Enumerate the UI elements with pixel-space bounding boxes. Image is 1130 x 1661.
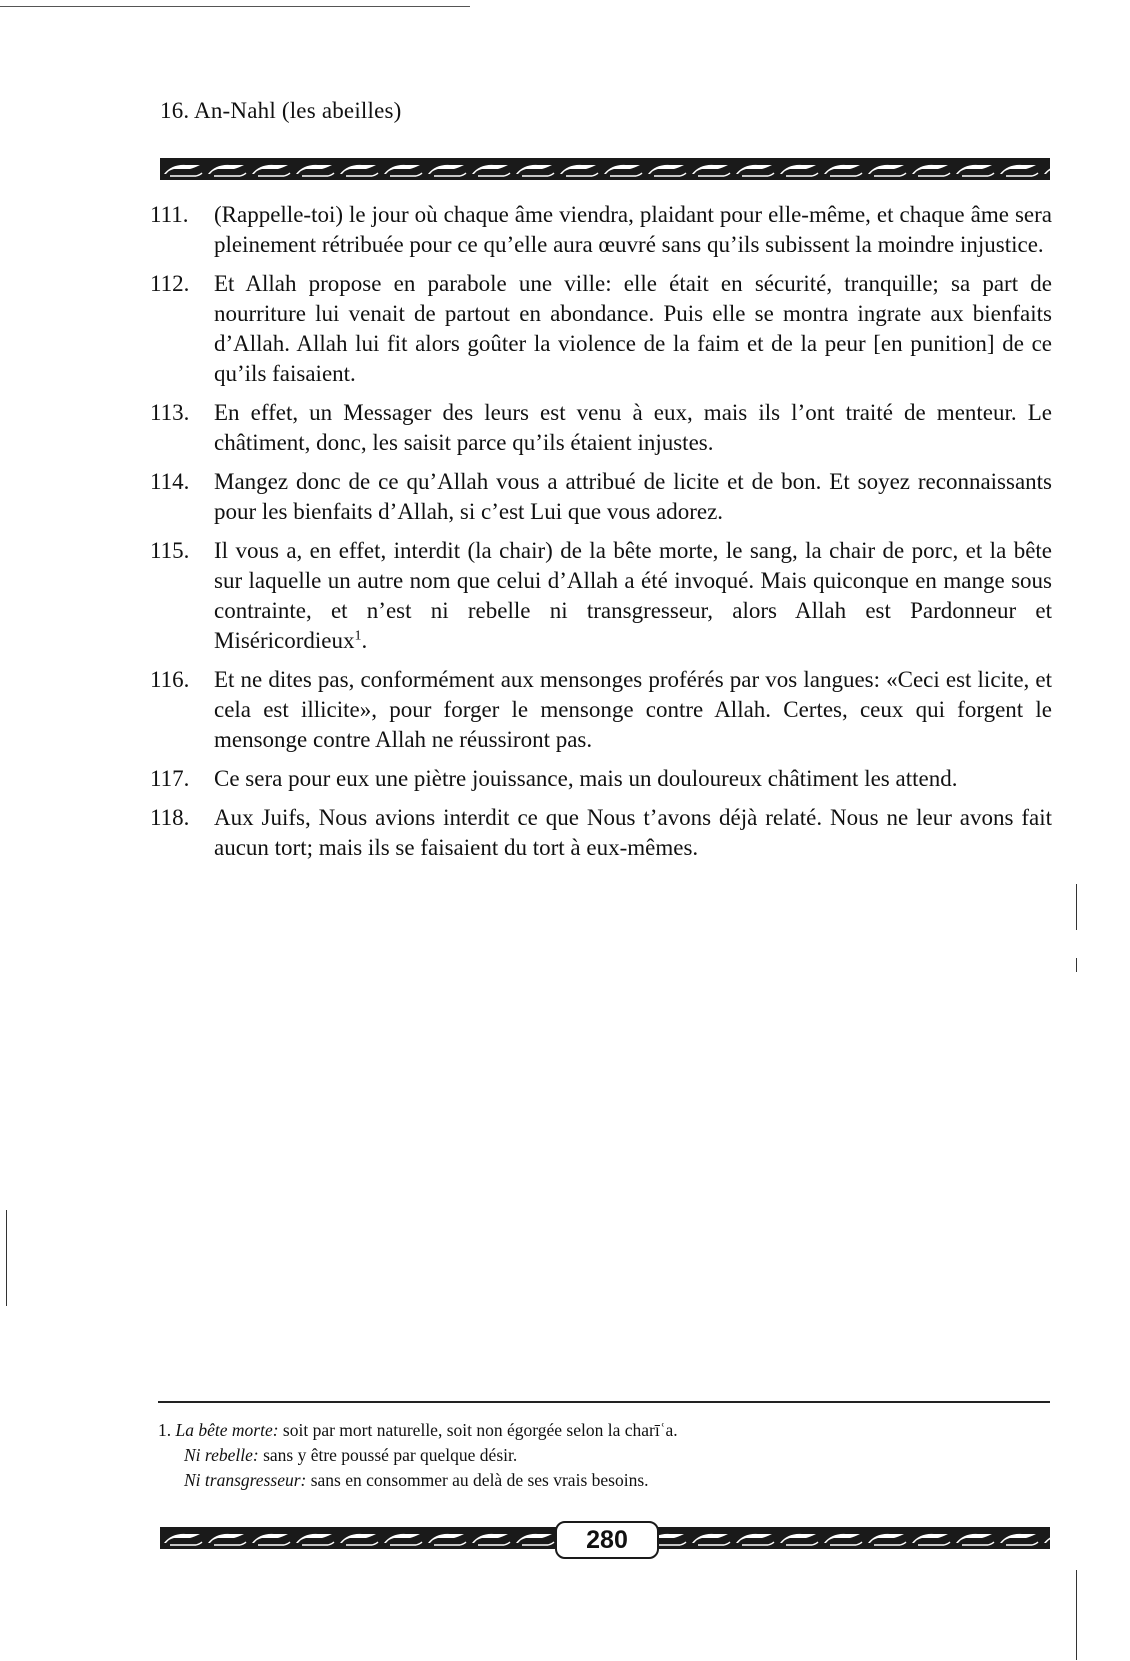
verse-text: Mangez donc de ce qu’Allah vous a attribué de licite et de bon. Et soyez reconnaissants pour les bienfaits d’Allah, si c’est Lui que vous adorez. (214, 469, 1052, 524)
footnote-1b (158, 1443, 1050, 1468)
verse-113 (150, 398, 1052, 458)
verse-116 (150, 665, 1052, 755)
verse-text-end: . (361, 628, 368, 653)
verse-118 (150, 803, 1052, 863)
footnote-marker: 1. (158, 1420, 172, 1440)
verse-list (150, 200, 1052, 872)
verse-114 (150, 467, 1052, 527)
footnote-1 (158, 1418, 1050, 1443)
verse-text-with-note (214, 536, 1052, 656)
verse-number: 114. (150, 469, 190, 494)
verse-text: Ce sera pour eux une piètre jouissance, mais un douloureux châtiment les attend. (214, 766, 958, 791)
scan-margin-mark (1076, 884, 1077, 930)
footnotes (158, 1418, 1050, 1493)
footnote-ref[interactable]: 1 (354, 628, 362, 644)
verse-text: Et ne dites pas, conformément aux mensonges proférés par vos langues: «Ceci est licite, et cela est illicite», pour forger le mensonge contre Allah. Certes, ceux qui forgent le mensonge contre Allah ne réussiront pas. (214, 667, 1052, 752)
footnote-term: Ni transgresseur: (184, 1470, 307, 1490)
ornamental-band-top (160, 158, 1050, 180)
footnote-term: Ni rebelle: (184, 1445, 259, 1465)
scan-margin-mark (1076, 1570, 1077, 1660)
page-number: 280 (555, 1521, 659, 1559)
footnote-text: sans en consommer au delà de ses vrais besoins. (310, 1470, 649, 1490)
verse-number: 115. (150, 538, 190, 563)
verse-text: Il vous a, en effet, interdit (la chair) de la bête morte, le sang, la chair de porc, et la bête sur laquelle un autre nom que celui d’Allah a été invoqué. Mais quiconque en mange sous contrainte, et n’est ni rebelle ni transgresseur, alors Allah est Pardonneur et Miséricordieux (214, 538, 1052, 653)
footnote-text: sans y être poussé par quelque désir. (263, 1445, 518, 1465)
verse-text: Et Allah propose en parabole une ville: elle était en sécurité, tranquille; sa part de nourriture lui venait de partout en abondance. Puis elle se montra ingrate aux bienfaits d’Allah. Allah lui fit alors goûter la violence de la faim et de la peur [en punition] de ce qu’ils faisaient. (214, 271, 1052, 386)
footnote-divider (158, 1401, 1050, 1403)
footnote-term: La bête morte: (175, 1420, 279, 1440)
verse-number: 116. (150, 667, 190, 692)
verse-number: 111. (150, 202, 189, 227)
footnote-text: soit par mort naturelle, soit non égorgée selon la charīʿa. (282, 1420, 678, 1440)
ornament-pattern-top (160, 158, 1050, 180)
scan-margin-mark (1076, 958, 1077, 972)
footnote-1c (158, 1468, 1050, 1493)
surah-header: 16. An-Nahl (les abeilles) (160, 98, 402, 123)
verse-111 (150, 200, 1052, 260)
verse-text: Aux Juifs, Nous avions interdit ce que Nous t’avons déjà relaté. Nous ne leur avons fait aucun tort; mais ils se faisaient du tort à eux-mêmes. (214, 805, 1052, 860)
scan-margin-mark (6, 1210, 7, 1306)
verse-117 (150, 764, 1052, 794)
verse-number: 112. (150, 271, 190, 296)
verse-text: (Rappelle-toi) le jour où chaque âme viendra, plaidant pour elle-même, et chaque âme sera pleinement rétribuée pour ce qu’elle aura œuvré sans qu’ils subissent la moindre injustice. (214, 202, 1052, 257)
verse-number: 113. (150, 400, 190, 425)
verse-text: En effet, un Messager des leurs est venu à eux, mais ils l’ont traité de menteur. Le châtiment, donc, les saisit parce qu’ils étaient injustes. (214, 400, 1052, 455)
verse-115 (150, 536, 1052, 656)
verse-number: 117. (150, 766, 190, 791)
top-edge-rule (0, 6, 470, 7)
verse-112 (150, 269, 1052, 389)
verse-number: 118. (150, 805, 190, 830)
